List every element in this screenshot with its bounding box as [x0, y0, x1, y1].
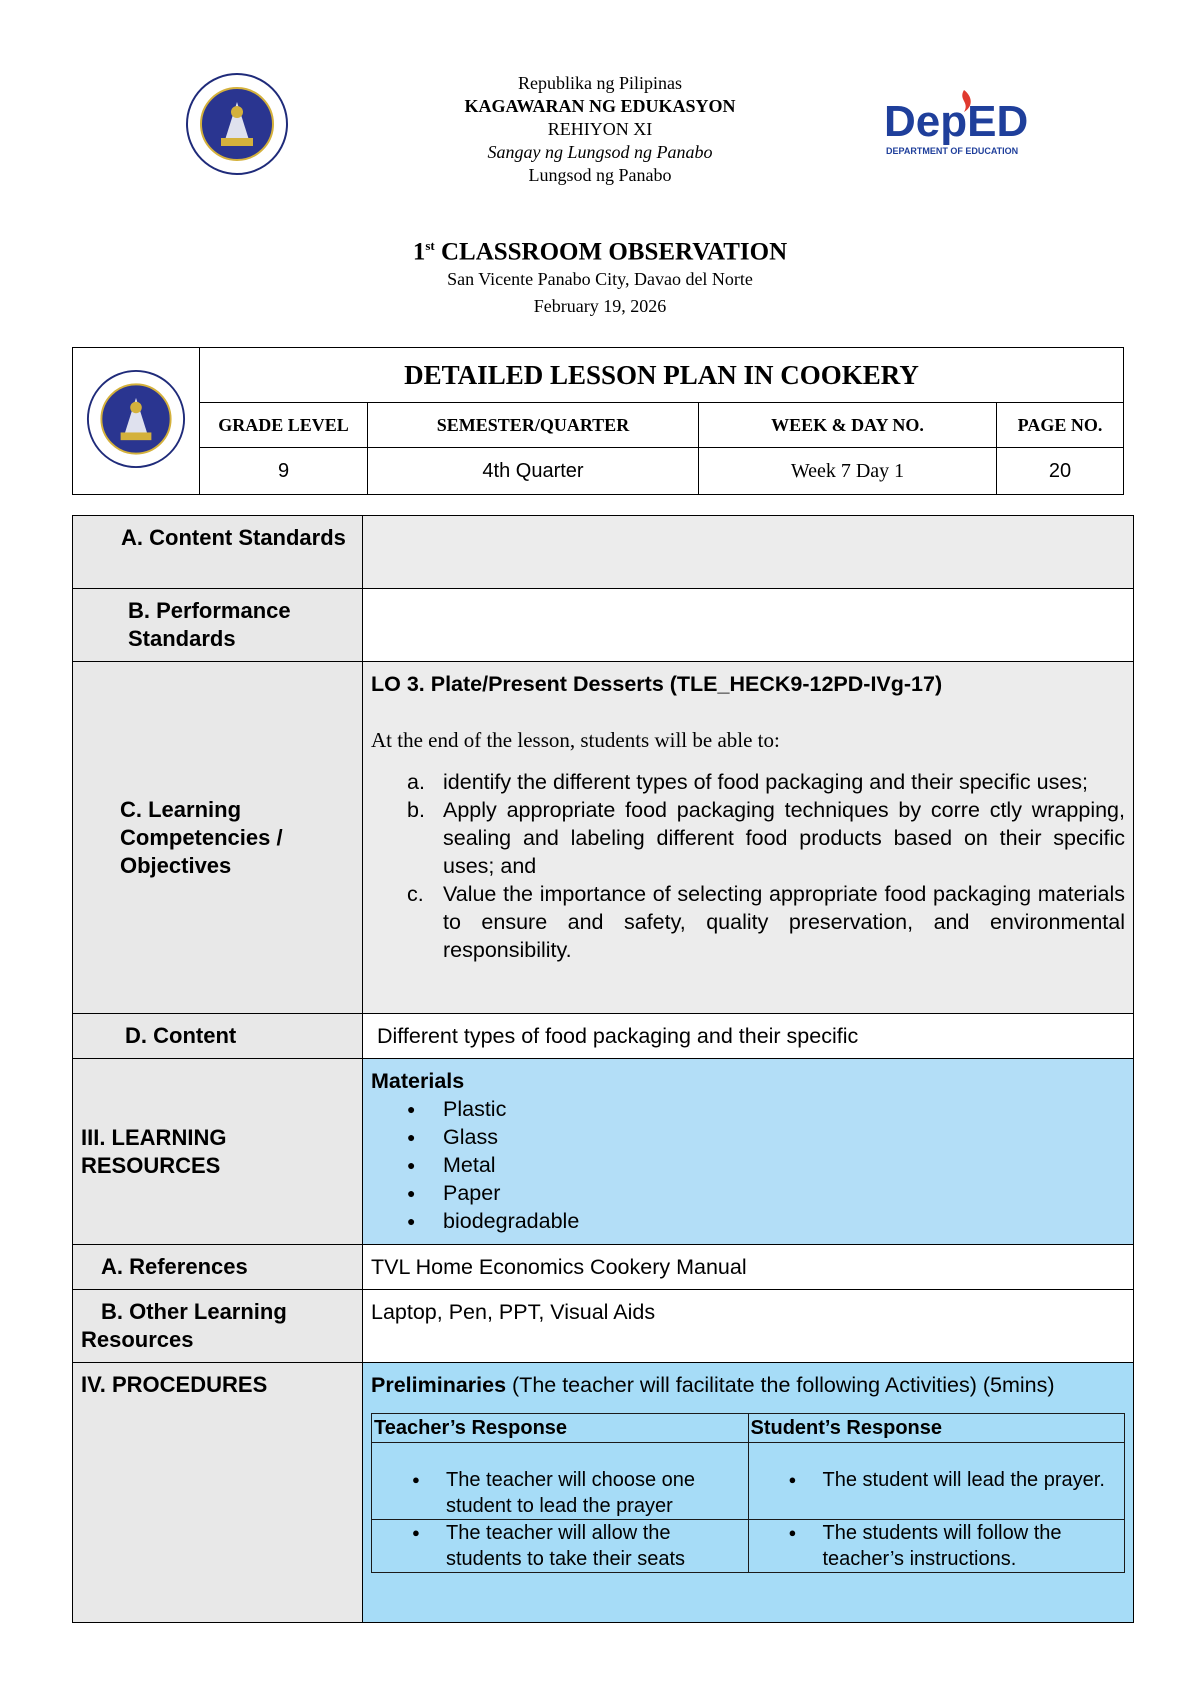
value-competencies [363, 662, 1134, 1014]
materials-list [371, 1095, 1125, 1235]
material-item: ● biodegradable [443, 1207, 1125, 1235]
observation-place: San Vicente Panabo City, Davao del Norte [447, 269, 753, 290]
observation-block [0, 238, 1200, 320]
material-item: ● Metal [443, 1151, 1125, 1179]
lesson-plan-table [72, 515, 1134, 1623]
student-response-header: Student’s Response [748, 1414, 1125, 1443]
objective-item: Apply appropriate food packaging techniques by corre ctly wrapping, sealing and labeling different food products based on their specific uses; and [443, 798, 1125, 878]
deped-wordmark: DepED [884, 97, 1029, 146]
response-row [372, 1443, 1125, 1520]
header-line-division: Sangay ng Lungsod ng Panabo [487, 142, 713, 162]
lesson-plan-header-table [72, 347, 1124, 495]
teacher-response-header: Teacher’s Response [372, 1414, 749, 1443]
value-page-no: 20 [997, 448, 1124, 495]
deped-seal-icon [86, 369, 186, 469]
label-content: D. Content [73, 1014, 363, 1059]
objectives-list [371, 768, 1125, 964]
value-content: Different types of food packaging and their specific [363, 1014, 1134, 1059]
value-references: TVL Home Economics Cookery Manual [363, 1245, 1134, 1290]
value-content-standards [363, 516, 1134, 589]
header-line-region: REHIYON XI [547, 119, 653, 139]
row-content [73, 1014, 1134, 1059]
label-other-resources: B. Other Learning Resources [73, 1290, 363, 1363]
objectives-intro: At the end of the lesson, students will be able to: [371, 728, 780, 752]
lesson-plan-title: DETAILED LESSON PLAN IN COOKERY [200, 348, 1124, 403]
header-line-city: Lungsod ng Panabo [528, 165, 672, 185]
row-references [73, 1245, 1134, 1290]
student-response: ● The student will lead the prayer. [823, 1467, 1121, 1493]
value-learning-resources [363, 1059, 1134, 1245]
preliminaries-heading: Preliminaries (The teacher will facilitate the following Activities) (5mins) [371, 1373, 1055, 1397]
observation-date: February 19, 2026 [533, 296, 667, 317]
materials-heading: Materials [371, 1069, 465, 1093]
response-table [371, 1413, 1125, 1573]
label-references: A. References [73, 1245, 363, 1290]
row-learning-resources [73, 1059, 1134, 1245]
label-content-standards: A. Content Standards [73, 516, 363, 589]
label-competencies: C. Learning Competencies / Objectives [73, 662, 363, 1014]
teacher-response: ● The teacher will allow the students to take their seats [446, 1520, 744, 1572]
value-quarter: 4th Quarter [368, 448, 699, 495]
col-semester-quarter: SEMESTER/QUARTER [368, 403, 699, 448]
student-response: ● The students will follow the teacher’s instructions. [823, 1520, 1121, 1572]
objective-item: identify the different types of food packaging and their specific uses; [443, 770, 1088, 794]
row-content-standards [73, 516, 1134, 589]
col-week-day: WEEK & DAY NO. [699, 403, 997, 448]
value-grade-level: 9 [200, 448, 368, 495]
label-performance-standards: B. Performance Standards [73, 589, 363, 662]
learning-outcome: LO 3. Plate/Present Desserts (TLE_HECK9-12PD-IVg-17) [371, 672, 943, 696]
objective-item: Value the importance of selecting appropriate food packaging materials to ensure and safety, quality preservation, and environmental responsibility. [443, 882, 1125, 962]
deped-subtitle: DEPARTMENT OF EDUCATION [886, 146, 1019, 156]
row-other-resources [73, 1290, 1134, 1363]
seal-cell [73, 348, 200, 495]
col-grade-level: GRADE LEVEL [200, 403, 368, 448]
material-item: ● Glass [443, 1123, 1125, 1151]
value-procedures [363, 1363, 1134, 1623]
label-learning-resources: III. LEARNING RESOURCES [73, 1059, 363, 1245]
value-performance-standards [363, 589, 1134, 662]
teacher-response: ● The teacher will choose one student to lead the prayer [446, 1467, 744, 1519]
response-row [372, 1520, 1125, 1573]
header-line-republic: Republika ng Pilipinas [518, 73, 682, 93]
col-page-no: PAGE NO. [997, 403, 1124, 448]
label-procedures: IV. PROCEDURES [73, 1363, 363, 1623]
material-item: ● Paper [443, 1179, 1125, 1207]
header-line-department: KAGAWARAN NG EDUKASYON [464, 96, 736, 116]
row-performance-standards [73, 589, 1134, 662]
row-competencies [73, 662, 1134, 1014]
value-week-day: Week 7 Day 1 [699, 448, 997, 495]
deped-brand-logo [882, 84, 1050, 164]
material-item: ● Plastic [443, 1095, 1125, 1123]
value-other-resources: Laptop, Pen, PPT, Visual Aids [363, 1290, 1134, 1363]
row-procedures [73, 1363, 1134, 1623]
observation-title: 1st CLASSROOM OBSERVATION [412, 238, 788, 266]
